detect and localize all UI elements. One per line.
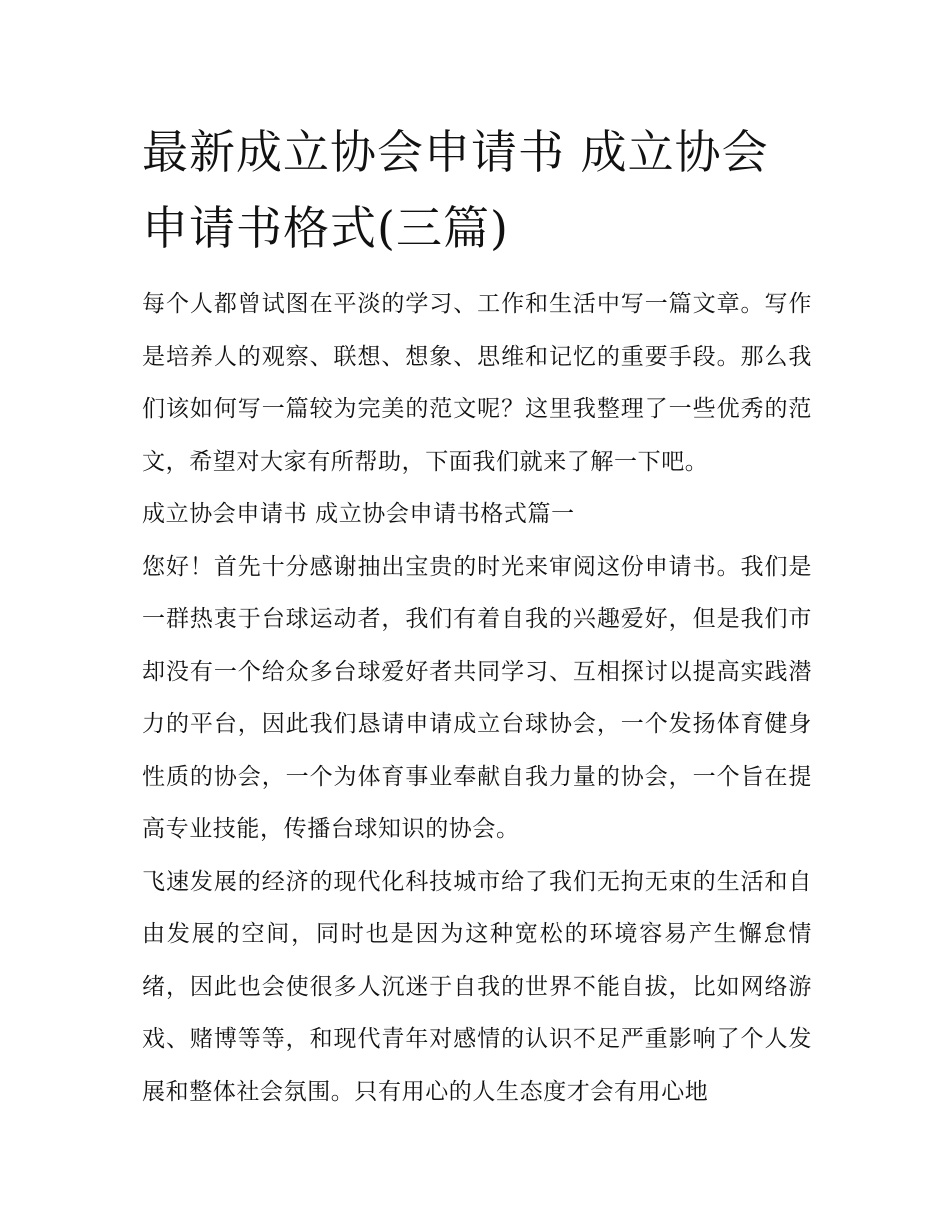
body-paragraph: 您好！首先十分感谢抽出宝贵的时光来审阅这份申请书。我们是一群热衷于台球运动者，我们有着自我的兴趣爱好，但是我们市却没有一个给众多台球爱好者共同学习、互相探讨以提高实践潜力的平台，因此我们恳请申请成立台球协会，一个发扬体育健身性质的协会，一个为体育事业奉献自我力量的协会，一个旨在提高专业技能，传播台球知识的协会。 — [142, 553, 812, 842]
body-paragraph: 飞速发展的经济的现代化科技城市给了我们无拘无束的生活和自由发展的空间，同时也是因为这种宽松的环境容易产生懈怠情绪，因此也会使很多人沉迷于自我的世界不能自拔，比如网络游戏、赌博等等，和现代青年对感情的认识不足严重影响了个人发展和整体社会氛围。只有用心的人生态度才会有用心地 — [142, 868, 812, 1105]
section-heading: 成立协会申请书 成立协会申请书格式篇一 — [142, 501, 575, 527]
intro-paragraph: 每个人都曾试图在平淡的学习、工作和生活中写一篇文章。写作是培养人的观察、联想、想象、思维和记忆的重要手段。那么我们该如何写一篇较为完美的范文呢？这里我整理了一些优秀的范文，希望对大家有所帮助，下面我们就来了解一下吧。 — [142, 291, 812, 475]
document-title: 最新成立协会申请书 成立协会申请书格式(三篇) — [142, 125, 769, 255]
document-body — [142, 278, 812, 1118]
